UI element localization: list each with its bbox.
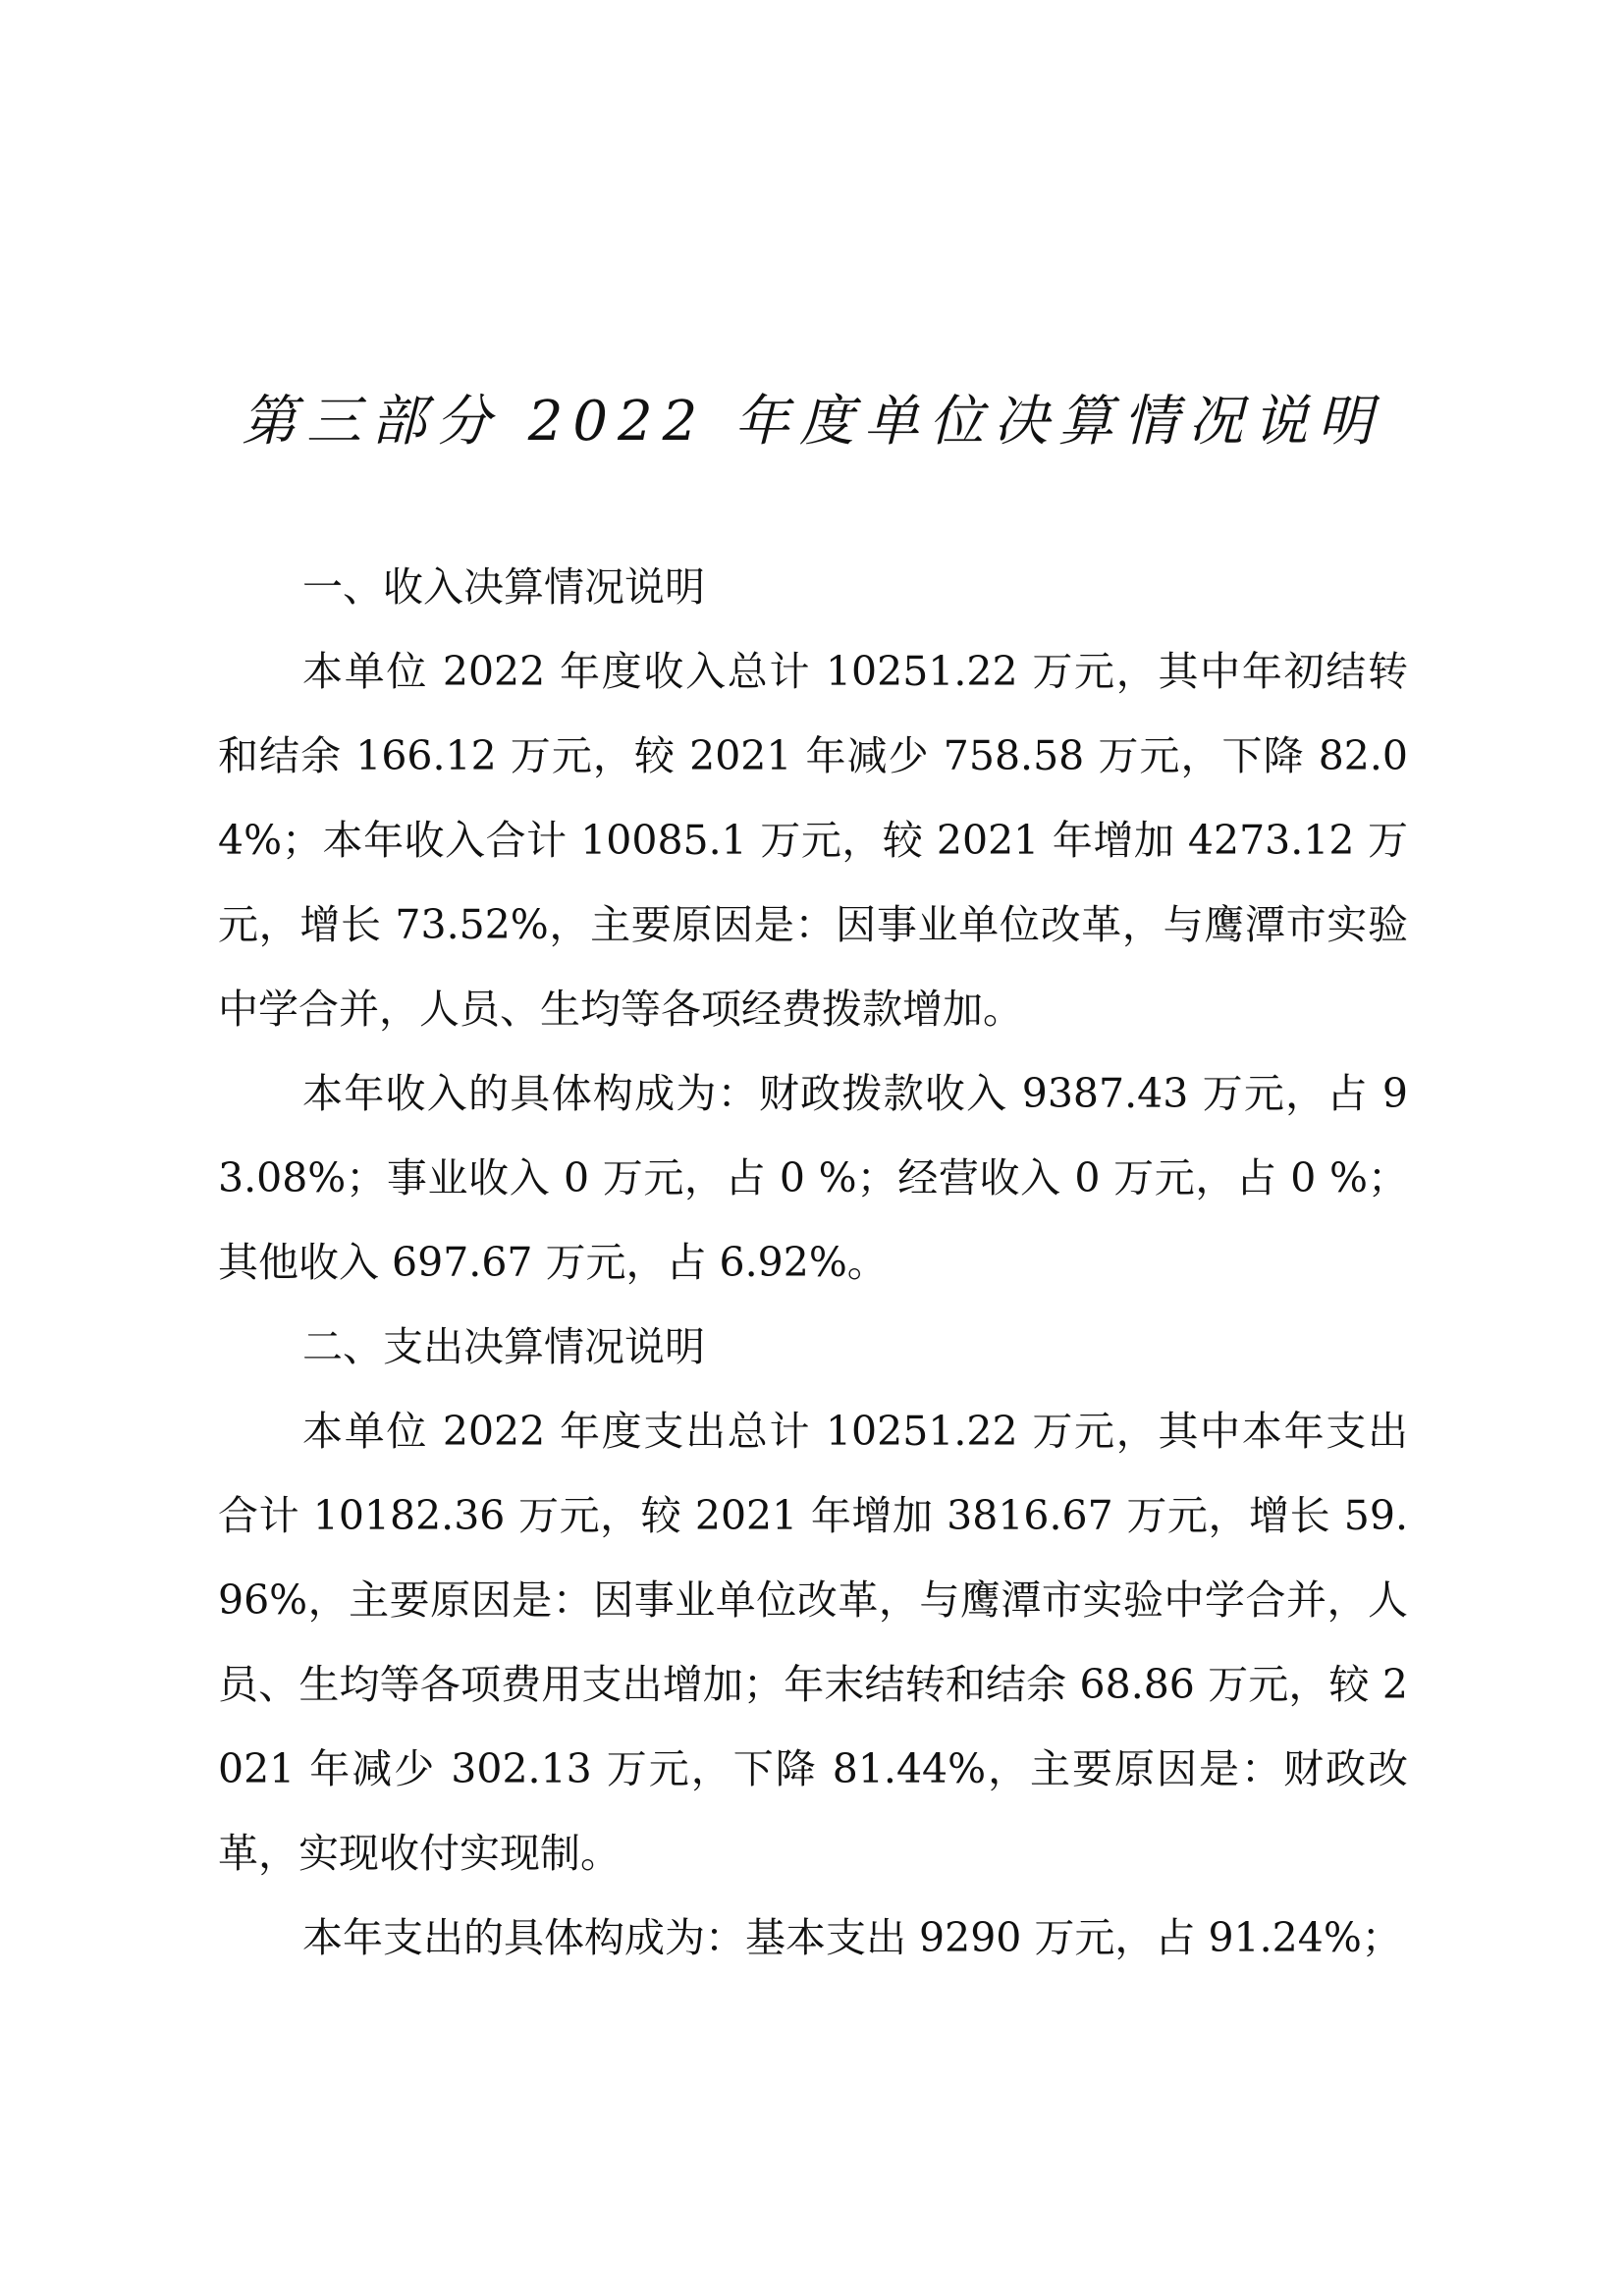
document-body [218,545,1408,1980]
section-heading: 二、支出决算情况说明 [302,1323,705,1370]
paragraph: 本年支出的具体构成为：基本支出 9290 万元，占 91.24%； [302,1914,1402,1961]
page-title: 第三部分 2022 年度单位决算情况说明 [241,390,1383,454]
paragraph: 本单位 2022 年度支出总计 10251.22 万元，其中本年支出合计 10182.36 万元，较 2021 年增加 3816.67 万元，增长 59.96%，主要原因是：因事业单位改革，与鹰潭市实验中学合并，人员、生均等各项费用支出增加；年末结转和结余 68.86 万元，较 2021 年减少 302.13 万元，下降 81.44%，主要原因是：财政改革，实现收付实现制。 [218,1408,1408,1877]
section-income [218,545,1408,1305]
section-heading: 一、收入决算情况说明 [302,563,705,611]
paragraph: 本年收入的具体构成为：财政拨款收入 9387.43 万元，占 93.08%；事业收入 0 万元，占 0 %；经营收入 0 万元，占 0 %；其他收入 697.67 万元，占 6.92%。 [218,1070,1408,1286]
section-expenditure [218,1305,1408,1980]
paragraph: 本单位 2022 年度收入总计 10251.22 万元，其中年初结转和结余 166.12 万元，较 2021 年减少 758.58 万元，下降 82.04%；本年收入合计 10085.1 万元，较 2021 年增加 4273.12 万元，增长 73.52%，主要原因是：因事业单位改革，与鹰潭市实验中学合并，人员、生均等各项经费拨款增加。 [218,648,1408,1033]
